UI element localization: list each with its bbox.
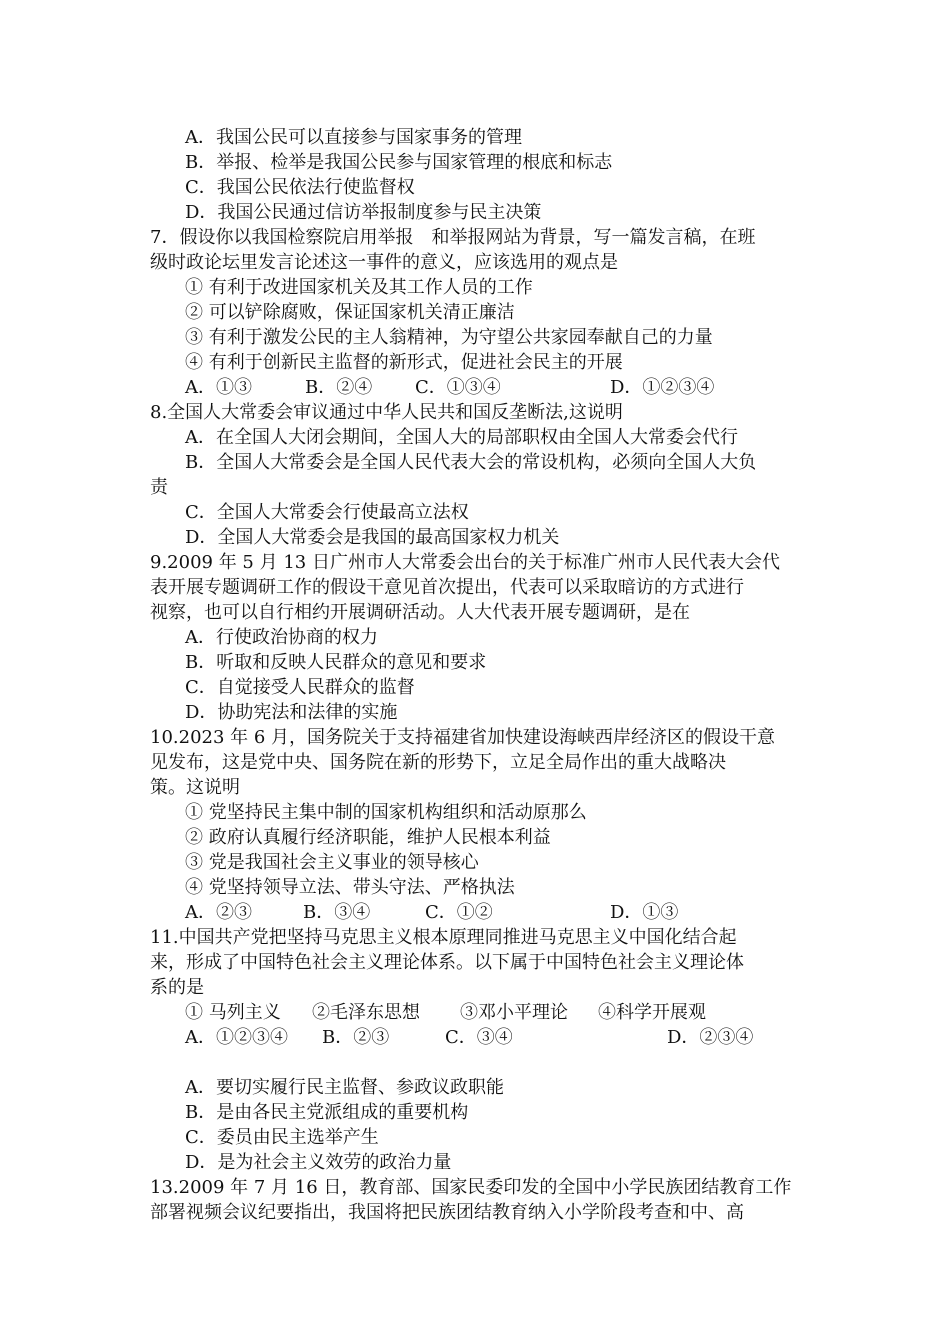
- q7-statement-2: ② 可以铲除腐败，保证国家机关清正廉洁: [185, 302, 515, 323]
- q9-option-d: D．协助宪法和法律的实施: [185, 702, 398, 723]
- q10-stem-line-3: 策。这说明: [150, 777, 240, 798]
- q11-statements: [0, 1001, 950, 1025]
- q9-stem-line-3: 视察，也可以自行相约开展调研活动。人大代表开展专题调研，是在: [150, 602, 690, 623]
- q13-stem-line-1: 13.2009 年 7 月 16 日，教育部、国家民委印发的全国中小学民族团结教育工作: [150, 1177, 792, 1198]
- q10-choice-c: C．①②: [425, 902, 493, 923]
- q12-option-c: C．委员由民主选举产生: [185, 1127, 379, 1148]
- q7-statement-4: ④ 有利于创新民主监督的新形式，促进社会民主的开展: [185, 352, 623, 373]
- q11-statement-4: ④科学开展观: [598, 1002, 706, 1023]
- q7-statement-1: ① 有利于改进国家机关及其工作人员的工作: [185, 277, 533, 298]
- q11-choice-c: C．③④: [445, 1027, 513, 1048]
- q8-option-c: C．全国人大常委会行使最高立法权: [185, 502, 469, 523]
- q11-statement-1: ① 马列主义: [185, 1002, 281, 1023]
- q8-stem: 8.全国人大常委会审议通过中华人民共和国反垄断法,这说明: [150, 402, 623, 423]
- q10-statement-3: ③ 党是我国社会主义事业的领导核心: [185, 852, 479, 873]
- q9-option-b: B．听取和反映人民群众的意见和要求: [185, 652, 487, 673]
- q7-choices: [0, 376, 950, 400]
- q9-option-c: C．自觉接受人民群众的监督: [185, 677, 415, 698]
- q9-stem-line-2: 表开展专题调研工作的假设干意见首次提出，代表可以采取暗访的方式进行: [150, 577, 744, 598]
- q10-choice-d: D．①③: [610, 902, 679, 923]
- q6-option-b: B．举报、检举是我国公民参与国家管理的根底和标志: [185, 152, 613, 173]
- q10-choice-a: A．②③: [185, 902, 252, 923]
- q12-option-a: A．要切实履行民主监督、参政议政职能: [185, 1077, 504, 1098]
- q8-option-b-wrap: 责: [150, 477, 168, 498]
- q7-stem-line-1: 7．假设你以我国检察院启用举报 和举报网站为背景，写一篇发言稿，在班: [150, 227, 756, 248]
- q10-choice-b: B．③④: [303, 902, 371, 923]
- q11-stem-line-3: 系的是: [150, 977, 204, 998]
- q7-choice-b: B．②④: [305, 377, 373, 398]
- q6-option-c: C．我国公民依法行使监督权: [185, 177, 415, 198]
- q7-choice-a: A．①③: [185, 377, 252, 398]
- q11-stem-line-2: 来，形成了中国特色社会主义理论体系。以下属于中国特色社会主义理论体: [150, 952, 744, 973]
- q12-option-b: B．是由各民主党派组成的重要机构: [185, 1102, 469, 1123]
- q10-stem-line-2: 见发布，这是党中央、国务院在新的形势下，立足全局作出的重大战略决: [150, 752, 726, 773]
- q9-stem-line-1: 9.2009 年 5 月 13 日广州市人大常委会出台的关于标准广州市人民代表大会代: [150, 552, 780, 573]
- q7-statement-3: ③ 有利于激发公民的主人翁精神，为守望公共家园奉献自己的力量: [185, 327, 713, 348]
- q11-statement-3: ③邓小平理论: [460, 1002, 568, 1023]
- q8-option-d: D．全国人大常委会是我国的最高国家权力机关: [185, 527, 560, 548]
- q10-stem-line-1: 10.2023 年 6 月，国务院关于支持福建省加快建设海峡西岸经济区的假设干意: [150, 727, 776, 748]
- q11-stem-line-1: 11.中国共产党把坚持马克思主义根本原理同推进马克思主义中国化结合起: [150, 927, 737, 948]
- q6-option-a: A．我国公民可以直接参与国家事务的管理: [185, 127, 522, 148]
- q13-stem-line-2: 部署视频会议纪要指出，我国将把民族团结教育纳入小学阶段考查和中、高: [150, 1202, 744, 1223]
- q11-choice-b: B．②③: [322, 1027, 390, 1048]
- q10-statement-1: ① 党坚持民主集中制的国家机构组织和活动原那么: [185, 802, 587, 823]
- q9-option-a: A．行使政治协商的权力: [185, 627, 378, 648]
- q8-option-b: B．全国人大常委会是全国人民代表大会的常设机构，必须向全国人大负: [185, 452, 757, 473]
- q10-statement-2: ② 政府认真履行经济职能，维护人民根本利益: [185, 827, 551, 848]
- q8-option-a: A．在全国人大闭会期间，全国人大的局部职权由全国人大常委会代行: [185, 427, 738, 448]
- q7-choice-c: C．①③④: [415, 377, 501, 398]
- q7-choice-d: D．①②③④: [610, 377, 715, 398]
- q11-choice-a: A．①②③④: [185, 1027, 288, 1048]
- q12-option-d: D．是为社会主义效劳的政治力量: [185, 1152, 452, 1173]
- q11-choices: [0, 1026, 950, 1050]
- q10-statement-4: ④ 党坚持领导立法、带头守法、严格执法: [185, 877, 515, 898]
- q11-choice-d: D．②③④: [667, 1027, 754, 1048]
- q11-statement-2: ②毛泽东思想: [312, 1002, 420, 1023]
- q10-choices: [0, 901, 950, 925]
- q7-stem-line-2: 级时政论坛里发言论述这一事件的意义，应该选用的观点是: [150, 252, 618, 273]
- q6-option-d: D．我国公民通过信访举报制度参与民主决策: [185, 202, 542, 223]
